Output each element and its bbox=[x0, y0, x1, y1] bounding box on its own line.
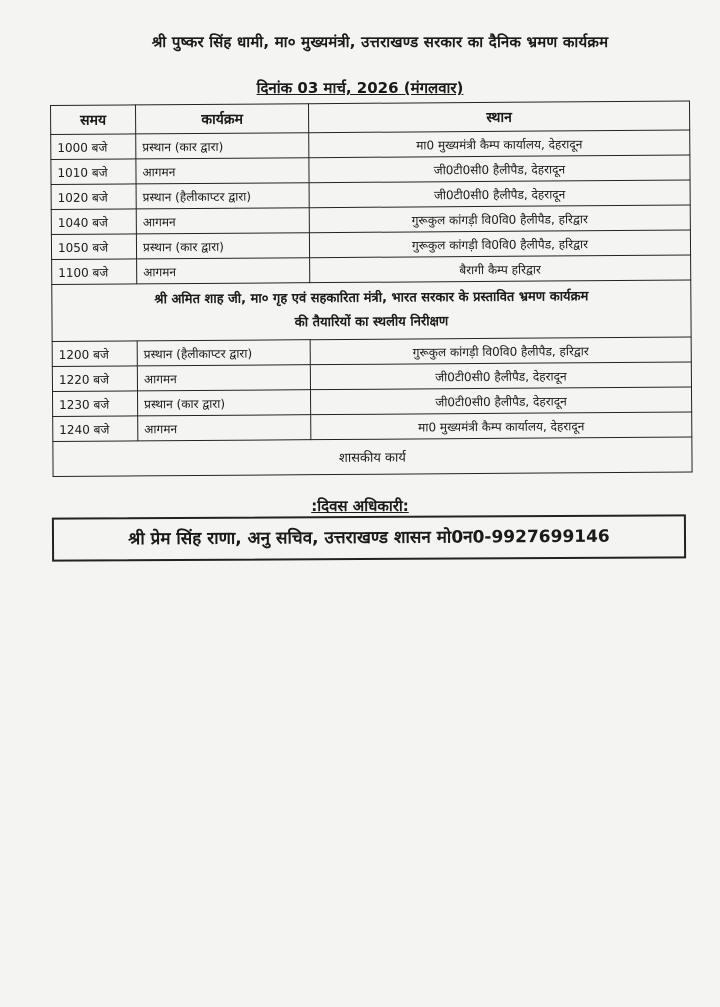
header-time: समय bbox=[51, 105, 136, 135]
cell-place: जी0टी0सी0 हैलीपैड, देहरादून bbox=[310, 387, 691, 415]
inspection-note-row bbox=[52, 280, 691, 341]
cell-place: गुरूकुल कांगड़ी वि0वि0 हैलीपैड, हरिद्वार bbox=[309, 205, 690, 233]
cell-activity: प्रस्थान (कार द्वारा) bbox=[136, 133, 309, 159]
cell-time: 1100 बजे bbox=[52, 259, 137, 285]
day-officer-heading bbox=[60, 496, 660, 516]
date-text: दिनांक 03 मार्च, 2026 (मंगलवार) bbox=[256, 79, 464, 97]
cell-place: जी0टी0सी0 हैलीपैड, देहरादून bbox=[310, 362, 691, 390]
document-date bbox=[60, 78, 660, 98]
cell-place: बैरागी कैम्प हरिद्वार bbox=[310, 255, 691, 283]
header-activity: कार्यक्रम bbox=[136, 104, 309, 134]
cell-activity: आगमन bbox=[137, 365, 310, 391]
cell-time: 1020 बजे bbox=[51, 184, 136, 210]
cell-activity: आगमन bbox=[136, 158, 309, 184]
cell-place: गुरूकुल कांगड़ी वि0वि0 हैलीपैड, हरिद्वार bbox=[310, 337, 691, 365]
cell-time: 1220 बजे bbox=[52, 366, 137, 392]
cell-activity: आगमन bbox=[138, 415, 311, 441]
day-officer-heading-text: :दिवस अधिकारी: bbox=[311, 497, 409, 515]
inspection-note-line-1: श्री अमित शाह जी, मा० गृह एवं सहकारिता मंत्री, भारत सरकार के प्रस्तावित भ्रमण कार्यक्रम bbox=[154, 289, 589, 308]
table-header-row bbox=[51, 101, 690, 134]
cell-time: 1040 बजे bbox=[51, 209, 136, 235]
cell-place: जी0टी0सी0 हैलीपैड, देहरादून bbox=[309, 180, 690, 208]
cell-activity: आगमन bbox=[136, 208, 309, 234]
cell-activity: प्रस्थान (हैलीकाप्टर द्वारा) bbox=[136, 183, 309, 209]
cell-time: 1200 बजे bbox=[52, 341, 137, 367]
cell-time: 1000 बजे bbox=[51, 134, 136, 160]
cell-time: 1230 बजे bbox=[53, 391, 138, 417]
cell-time: 1010 बजे bbox=[51, 159, 136, 185]
document-title: श्री पुष्कर सिंह धामी, मा० मुख्यमंत्री, उत्तराखण्ड सरकार का दैनिक भ्रमण कार्यक्रम bbox=[151, 33, 609, 51]
government-work-row bbox=[53, 437, 692, 476]
government-work-note: शासकीय कार्य bbox=[53, 437, 692, 476]
cell-activity: प्रस्थान (कार द्वारा) bbox=[137, 390, 310, 416]
cell-place: जी0टी0सी0 हैलीपैड, देहरादून bbox=[309, 155, 690, 183]
cell-place: गुरूकुल कांगड़ी वि0वि0 हैलीपैड, हरिद्वार bbox=[309, 230, 690, 258]
inspection-note-line-2: की तैयारियों का स्थलीय निरीक्षण bbox=[294, 314, 449, 331]
schedule-table bbox=[50, 101, 693, 477]
cell-place: मा0 मुख्यमंत्री कैम्प कार्यालय, देहरादून bbox=[311, 412, 692, 440]
cell-place: मा0 मुख्यमंत्री कैम्प कार्यालय, देहरादून bbox=[309, 130, 690, 158]
day-officer-box: श्री प्रेम सिंह राणा, अनु सचिव, उत्तराखण्ड शासन मो0न0-9927699146 bbox=[52, 514, 686, 561]
cell-activity: प्रस्थान (कार द्वारा) bbox=[136, 233, 309, 259]
inspection-note bbox=[52, 280, 691, 341]
cell-time: 1050 बजे bbox=[51, 234, 136, 260]
cell-activity: प्रस्थान (हैलीकाप्टर द्वारा) bbox=[137, 340, 310, 366]
header-place: स्थान bbox=[308, 101, 689, 133]
cell-activity: आगमन bbox=[137, 258, 310, 284]
cell-time: 1240 बजे bbox=[53, 416, 138, 442]
